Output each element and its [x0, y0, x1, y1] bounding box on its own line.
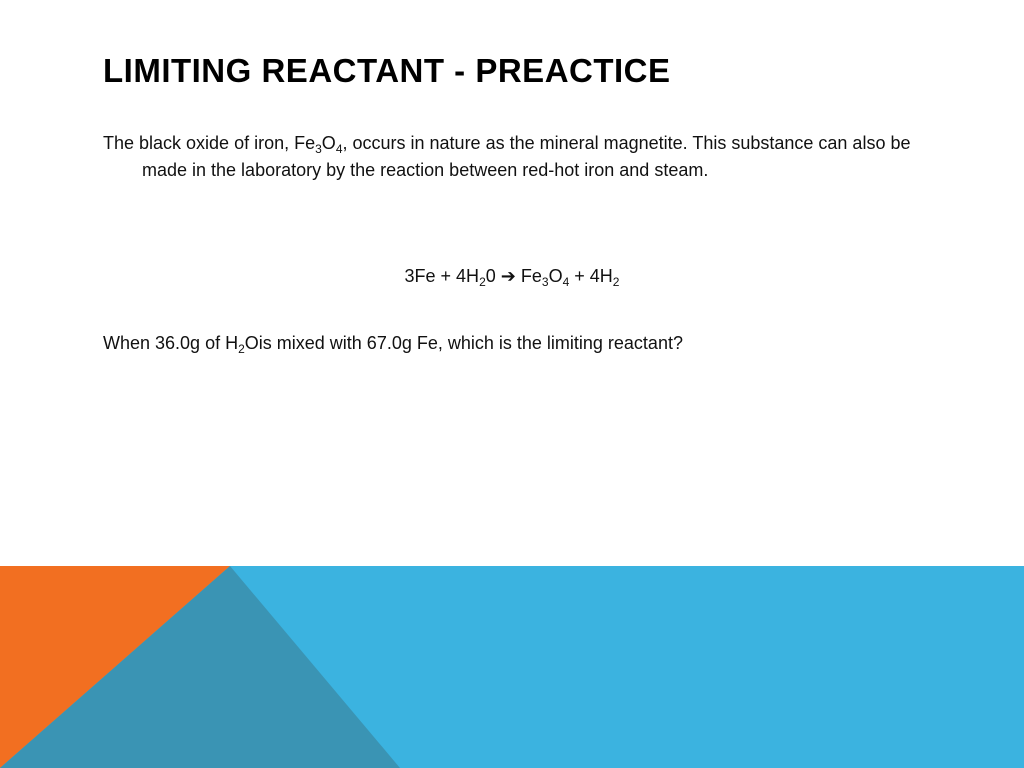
footer-decoration: [0, 566, 1024, 768]
reaction-arrow-icon: ➔: [500, 266, 516, 286]
slide-title: LIMITING REACTANT - PREACTICE: [103, 52, 671, 89]
chemical-equation: $3Fe + 4H_20$ ➔ $Fe_3O_4 + 4H_2$: [404, 266, 620, 289]
intro-paragraph: The black oxide of iron, $Fe_3O_4$, occurs in nature as the mineral magnetite. This substance can also be made in the laboratory by the reaction between red-hot iron and steam.: [103, 133, 911, 180]
question-text: When 36.0g of $H_2Ois$ mixed with 67.0g Fe, which is the limiting reactant?: [103, 333, 683, 356]
